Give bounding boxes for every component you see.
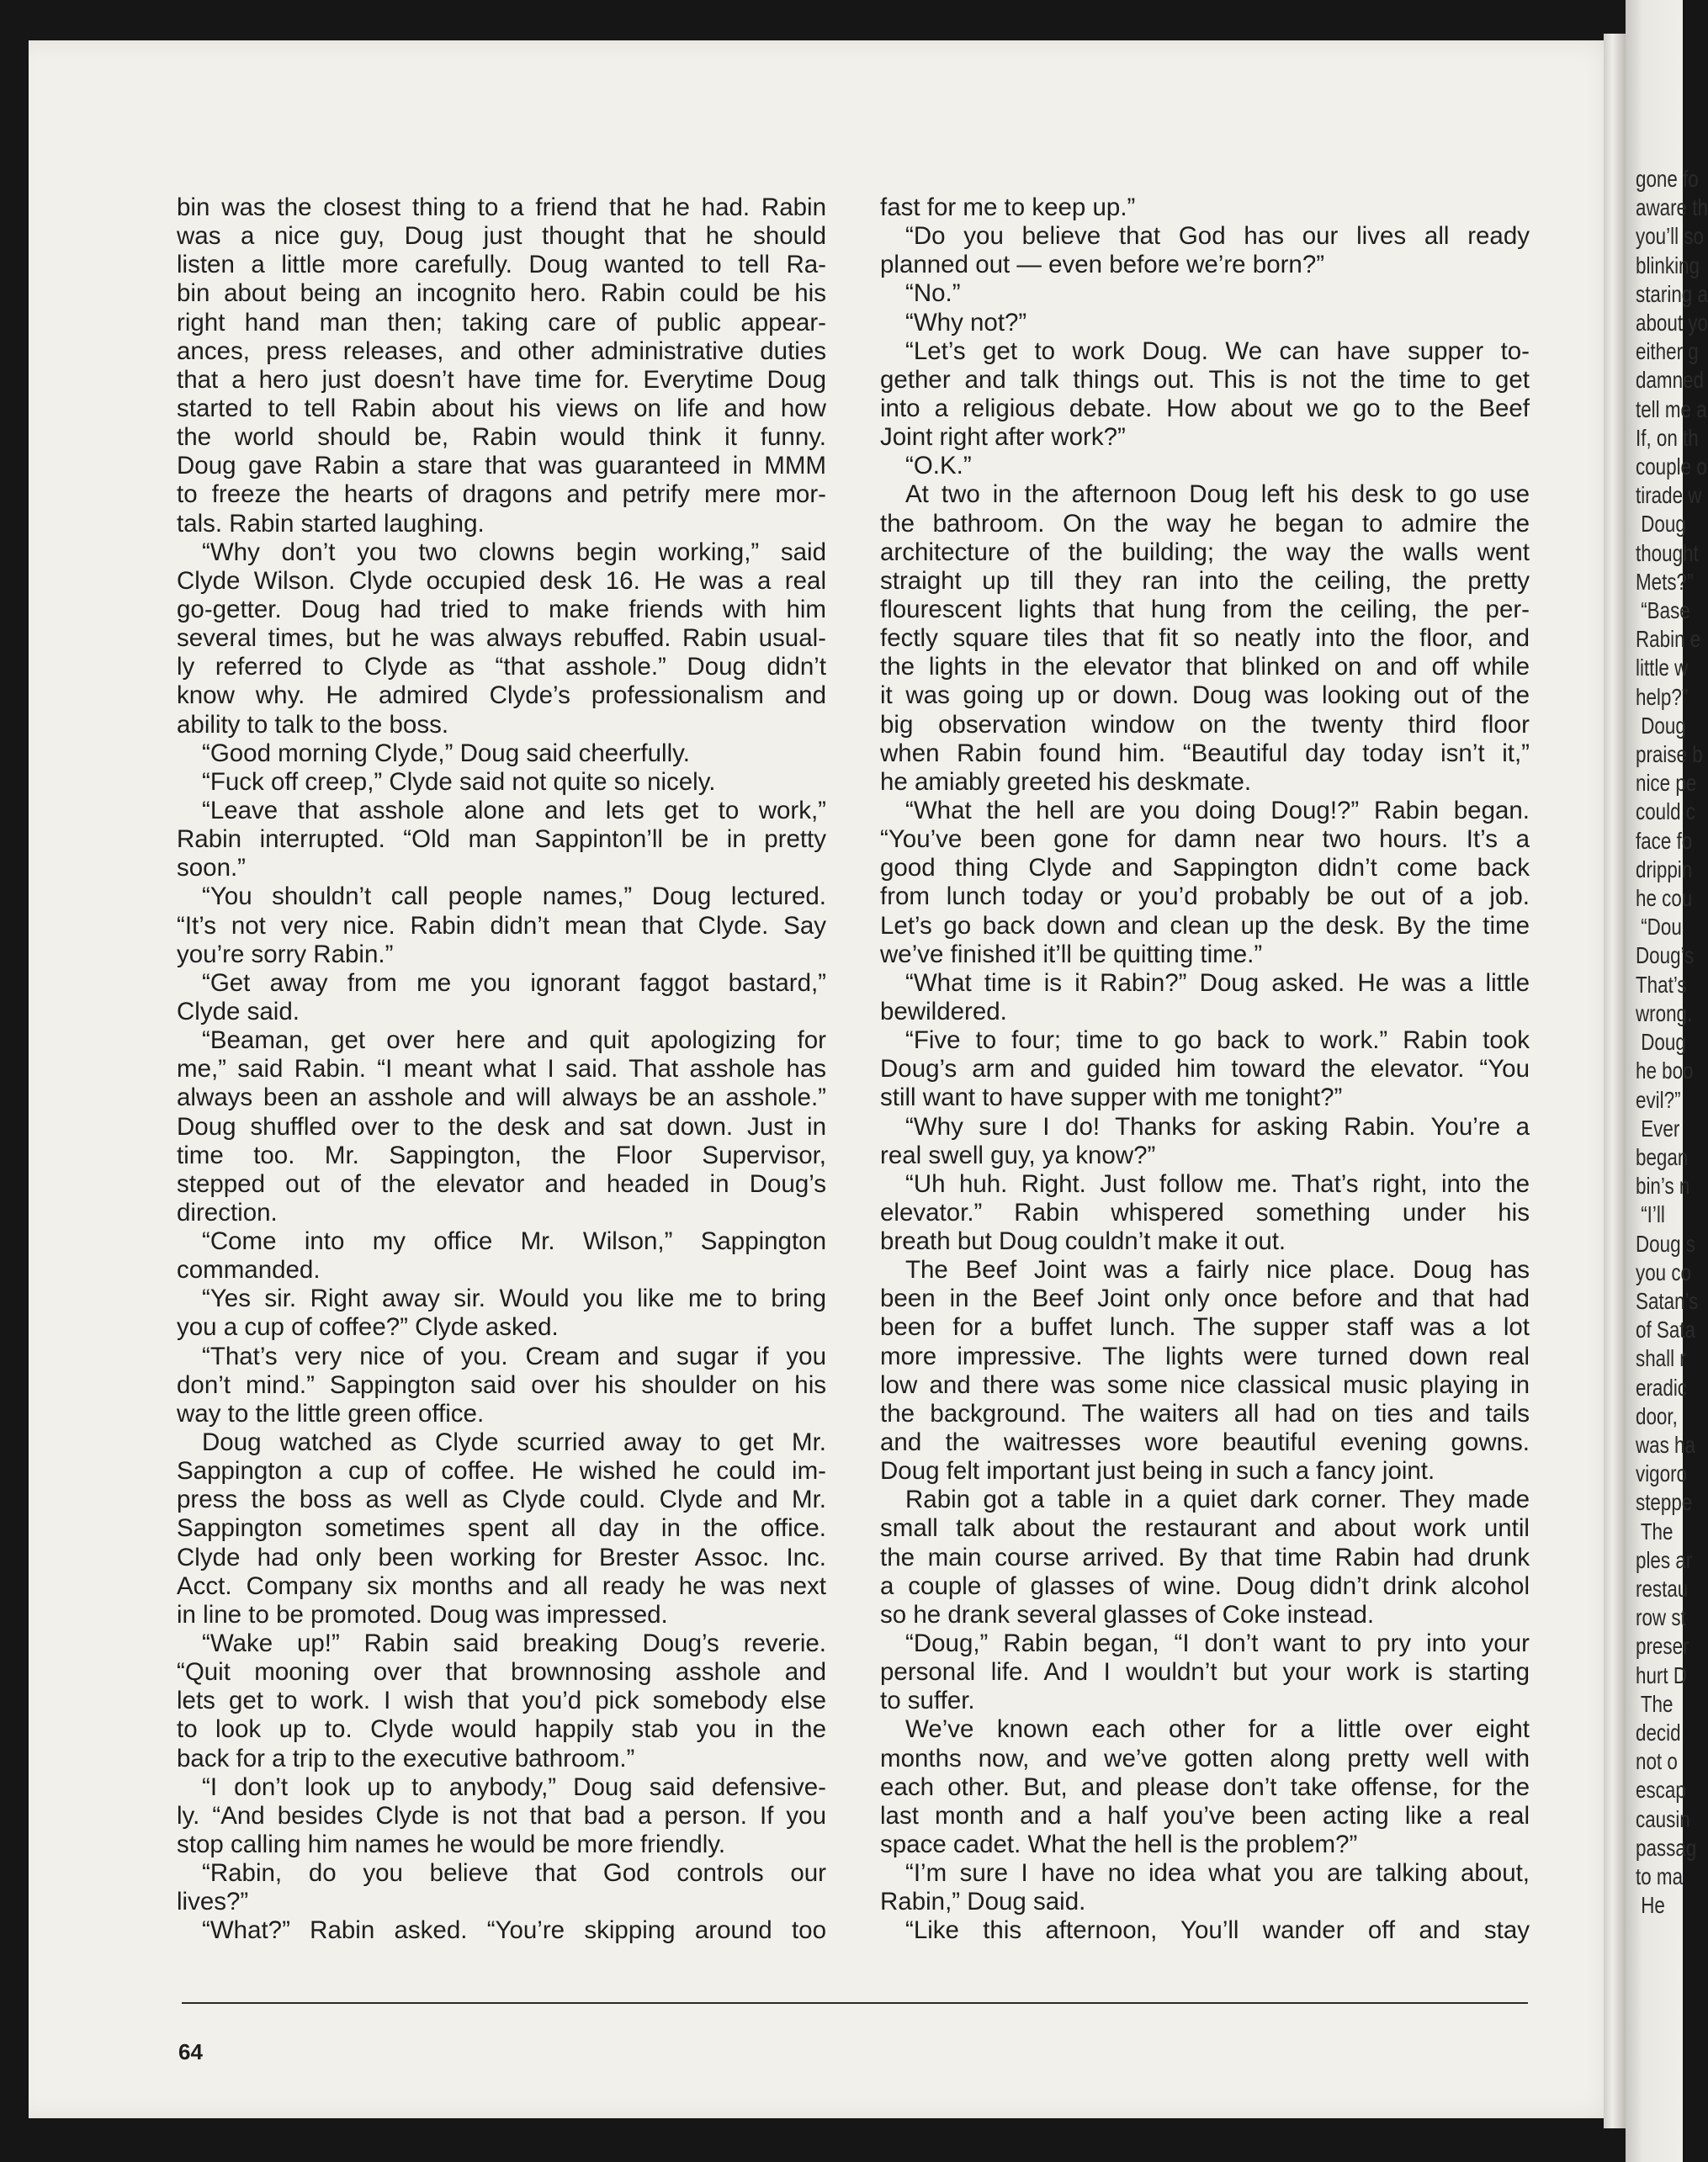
text-line: ability to talk to the boss. — [177, 710, 449, 739]
text-line: to look up to. Clyde would happily stab you in the — [177, 1715, 826, 1744]
text-column-left — [177, 193, 826, 1946]
text-line: “I’m sure I have no idea what you are talking about, — [905, 1859, 1530, 1888]
fragment-line: began — [1636, 1143, 1689, 1170]
fragment-line: vigoro — [1636, 1460, 1688, 1487]
text-line: bin about being an incognito hero. Rabin could be his — [177, 279, 826, 308]
text-line: lets get to work. I wish that you’d pick somebody else — [177, 1687, 826, 1715]
text-line: gether and talk things out. This is not the time to get — [880, 365, 1530, 394]
fragment-line: could c — [1636, 798, 1695, 825]
fragment-line: door, — [1636, 1402, 1678, 1429]
paragraph — [177, 193, 826, 538]
text-line: Doug watched as Clyde scurried away to get Mr. — [202, 1428, 826, 1457]
text-line: “You shouldn’t call people names,” Doug lectured. — [202, 882, 826, 911]
text-line: more impressive. The lights were turned down real — [880, 1342, 1530, 1370]
fragment-line: tell me a — [1636, 395, 1707, 422]
text-line: “What?” Rabin asked. “You’re skipping around too — [202, 1916, 826, 1945]
text-line: the background. The waiters all had on ties and tails — [880, 1399, 1530, 1428]
page-number: 64 — [178, 2039, 203, 2064]
text-line: “Get away from me you ignorant faggot bastard,” — [202, 968, 826, 997]
text-line: flourescent lights that hung from the ceiling, the per- — [880, 595, 1530, 623]
paragraph — [177, 797, 826, 882]
text-line: “Like this afternoon, You’ll wander off and stay — [905, 1916, 1530, 1945]
fragment-line: ples ar — [1636, 1546, 1693, 1573]
text-line: The Beef Joint was a fairly nice place. Doug has — [905, 1256, 1530, 1285]
text-line: was a nice guy, Doug just thought that he should — [177, 222, 826, 251]
text-line: Sappington sometimes spent all day in the office. — [177, 1514, 826, 1543]
text-line: Doug gave Rabin a stare that was guaranteed in MMM — [177, 452, 826, 480]
paragraph — [880, 279, 1530, 308]
text-line: the lights in the elevator that blinked on and off while — [880, 653, 1530, 681]
paragraph — [880, 797, 1530, 969]
text-line: Clyde had only been working for Brester Assoc. Inc. — [177, 1543, 826, 1571]
text-line: he amiably greeted his deskmate. — [880, 767, 1252, 796]
text-line: “What time is it Rabin?” Doug asked. He was a little — [905, 968, 1530, 997]
fragment-line: was ha — [1636, 1431, 1695, 1458]
fragment-line: Doug — [1636, 1029, 1686, 1056]
fragment-line: help?” — [1636, 683, 1689, 710]
fragment-line: He — [1636, 1892, 1665, 1919]
paragraph — [177, 1428, 826, 1629]
text-line: a couple of glasses of wine. Doug didn’t drink alcohol — [880, 1571, 1530, 1600]
text-line: “Come into my office Mr. Wilson,” Sappington — [202, 1227, 826, 1256]
page-gutter — [1604, 34, 1626, 2128]
text-line: “Good morning Clyde,” Doug said cheerfully. — [202, 739, 690, 767]
text-line: that a hero just doesn’t have time for. Everytime Doug — [177, 365, 826, 394]
fragment-line: That’s — [1636, 971, 1687, 998]
paragraph — [880, 1629, 1530, 1715]
text-line: “I don’t look up to anybody,” Doug said defensive- — [202, 1773, 826, 1801]
fragment-line: Ever — [1636, 1115, 1680, 1142]
text-line: Joint right after work?” — [880, 423, 1126, 452]
text-line: Clyde said. — [177, 997, 300, 1025]
fragment-line: wrong. — [1636, 999, 1693, 1026]
fragment-line: couple o — [1636, 453, 1707, 480]
text-line: Doug felt important just being in such a fancy joint. — [880, 1457, 1435, 1486]
text-line: months now, and we’ve gotten along pretty well with — [880, 1744, 1530, 1773]
text-line: stop calling him names he would be more friendly. — [177, 1831, 726, 1859]
fragment-line: Doug — [1636, 712, 1686, 739]
text-line: At two in the afternoon Doug left his desk to go use — [905, 480, 1530, 509]
text-line: “O.K.” — [905, 452, 972, 480]
text-line: last month and a half you’ve been acting like a real — [880, 1801, 1530, 1830]
paragraph — [177, 538, 826, 739]
text-line: straight up till they ran into the ceiling, the pretty — [880, 566, 1530, 595]
fragment-line: you co — [1636, 1259, 1691, 1285]
text-line: each other. But, and please don’t take offense, for the — [880, 1773, 1530, 1801]
adjacent-page-text — [1636, 165, 1708, 1920]
fragment-line: eradic — [1636, 1374, 1688, 1401]
fragment-line: “Dou — [1636, 914, 1682, 941]
text-line: Sappington a cup of coffee. He wished he could im- — [177, 1457, 826, 1486]
fragment-line: causin — [1636, 1805, 1690, 1832]
text-line: fast for me to keep up.” — [880, 193, 1136, 221]
paragraph — [177, 1026, 826, 1227]
fragment-line: Satan’s — [1636, 1287, 1699, 1314]
text-line: press the boss as well as Clyde could. Clyde and Mr. — [177, 1486, 826, 1514]
text-line: started to tell Rabin about his views on life and how — [177, 394, 826, 422]
fragment-line: damned — [1636, 367, 1704, 394]
text-line: several times, but he was always rebuffed. Rabin usual- — [177, 624, 826, 653]
fragment-line: The — [1636, 1690, 1674, 1717]
text-line: Rabin,” Doug said. — [880, 1888, 1086, 1916]
fragment-line: Doug — [1636, 511, 1686, 538]
text-line: “Why don’t you two clowns begin working,” said — [202, 538, 826, 566]
paragraph — [880, 1256, 1530, 1486]
paragraph — [880, 222, 1530, 279]
fragment-line: about yo — [1636, 310, 1708, 336]
text-line: back for a trip to the executive bathroom.” — [177, 1744, 635, 1773]
fragment-line: thought — [1636, 539, 1699, 566]
text-line: right hand man then; taking care of public appear- — [177, 308, 826, 336]
fragment-line: If, on th — [1636, 424, 1699, 451]
fragment-line: Doug’s — [1636, 942, 1695, 969]
text-line: We’ve known each other for a little over eight — [905, 1715, 1530, 1744]
text-line: “It’s not very nice. Rabin didn’t mean that Clyde. Say — [177, 911, 826, 940]
fragment-line: to ma — [1636, 1863, 1684, 1889]
text-line: big observation window on the twenty third floor — [880, 710, 1530, 739]
text-line: “Rabin, do you believe that God controls our — [202, 1859, 826, 1888]
text-line: bewildered. — [880, 997, 1007, 1025]
text-line: from lunch today or you’d probably be out of a job. — [880, 882, 1530, 911]
text-line: small talk about the restaurant and about work until — [880, 1514, 1530, 1543]
text-line: lives?” — [177, 1888, 249, 1916]
paragraph — [880, 1026, 1530, 1112]
text-line: still want to have supper with me tonight?” — [880, 1084, 1343, 1112]
text-line: “Leave that asshole alone and lets get to work,” — [202, 796, 826, 824]
text-line: Rabin interrupted. “Old man Sappinton’ll be in pretty — [177, 825, 826, 854]
paragraph — [177, 1629, 826, 1773]
text-line: “Uh huh. Right. Just follow me. That’s right, into the — [905, 1169, 1530, 1198]
text-line: “You’ve been gone for damn near two hours. It’s a — [880, 825, 1530, 854]
fragment-line: face fo — [1636, 827, 1693, 854]
fragment-line: praise b — [1636, 741, 1703, 768]
text-line: the bathroom. On the way he began to admire the — [880, 509, 1530, 538]
text-line: low and there was some nice classical music playing in — [880, 1370, 1530, 1399]
text-column-right — [880, 193, 1530, 1946]
paragraph — [177, 1285, 826, 1342]
paragraph — [880, 1486, 1530, 1629]
paragraph — [177, 1859, 826, 1916]
fragment-line: preser — [1636, 1633, 1689, 1660]
text-line: always been an asshole and will always be an asshole.” — [177, 1084, 826, 1112]
paragraph — [880, 969, 1530, 1026]
text-line: “Why sure I do! Thanks for asking Rabin. You’re a — [905, 1112, 1530, 1141]
text-line: “No.” — [905, 279, 961, 308]
text-line: when Rabin found him. “Beautiful day today isn’t it,” — [880, 739, 1530, 767]
paragraph — [880, 1859, 1530, 1916]
paragraph — [880, 1916, 1530, 1945]
text-line: listen a little more carefully. Doug wanted to tell Ra- — [177, 251, 826, 279]
text-line: breath but Doug couldn’t make it out. — [880, 1227, 1286, 1256]
paragraph — [880, 1113, 1530, 1170]
fragment-line: either g — [1636, 338, 1699, 365]
paragraph — [880, 1715, 1530, 1859]
text-line: soon.” — [177, 854, 246, 882]
text-line: elevator.” Rabin whispered something under his — [880, 1198, 1530, 1227]
fragment-line: nice pe — [1636, 770, 1697, 797]
text-line: time too. Mr. Sappington, the Floor Supervisor, — [177, 1141, 826, 1169]
text-line: “Wake up!” Rabin said breaking Doug’s reverie. — [202, 1629, 826, 1658]
fragment-line: Doug s — [1636, 1230, 1695, 1257]
text-line: we’ve finished it’ll be quitting time.” — [880, 940, 1263, 968]
text-line: “Quit mooning over that brownnosing asshole and — [177, 1658, 826, 1687]
text-line: been for a buffet lunch. The supper staff was a lot — [880, 1313, 1530, 1342]
paragraph — [177, 969, 826, 1026]
fragment-line: he cou — [1636, 885, 1693, 912]
paragraph — [177, 1343, 826, 1428]
footer-rule — [182, 2002, 1528, 2004]
paragraph — [177, 1773, 826, 1859]
text-line: real swell guy, ya know?” — [880, 1141, 1156, 1169]
fragment-line: blinking — [1636, 252, 1700, 278]
fragment-line: staring a — [1636, 280, 1708, 307]
text-line: space cadet. What the hell is the problem?” — [880, 1831, 1358, 1859]
fragment-line: Rabin e — [1636, 626, 1701, 653]
text-line: the world should be, Rabin would think it funny. — [177, 423, 826, 452]
text-line: Doug’s arm and guided him toward the elevator. “You — [880, 1055, 1530, 1084]
fragment-line: hurt D — [1636, 1661, 1687, 1688]
paragraph — [880, 1170, 1530, 1256]
text-line: to suffer. — [880, 1687, 975, 1715]
paragraph — [177, 739, 826, 768]
fragment-line: escap — [1636, 1777, 1686, 1804]
paragraph — [177, 882, 826, 968]
text-line: don’t mind.” Sappington said over his shoulder on his — [177, 1370, 826, 1399]
fragment-line: not o — [1636, 1748, 1678, 1775]
text-line: direction. — [177, 1198, 278, 1227]
text-line: in line to be promoted. Doug was impressed. — [177, 1600, 668, 1629]
text-line: me,” said Rabin. “I meant what I said. That asshole has — [177, 1055, 826, 1084]
fragment-line: aware th — [1636, 194, 1708, 221]
text-line: Doug shuffled over to the desk and sat down. Just in — [177, 1112, 826, 1141]
text-line: “That’s very nice of you. Cream and sugar if you — [202, 1342, 826, 1370]
fragment-line: little w — [1636, 654, 1689, 681]
text-line: Clyde Wilson. Clyde occupied desk 16. He was a real — [177, 566, 826, 595]
text-line: and the waitresses wore beautiful evening gowns. — [880, 1428, 1530, 1457]
paragraph — [880, 193, 1530, 222]
paragraph — [177, 768, 826, 797]
text-line: tals. Rabin started laughing. — [177, 509, 485, 538]
text-line: been in the Beef Joint only once before and that had — [880, 1285, 1530, 1313]
fragment-line: row st — [1636, 1604, 1686, 1631]
text-line: ances, press releases, and other administrative duties — [177, 336, 826, 365]
text-line: “Let’s get to work Doug. We can have supper to- — [905, 336, 1530, 365]
text-line: ly referred to Clyde as “that asshole.” Doug didn’t — [177, 653, 826, 681]
paragraph — [880, 309, 1530, 337]
text-line: planned out — even before we’re born?” — [880, 251, 1325, 279]
text-line: into a religious debate. How about we go to the Beef — [880, 394, 1530, 422]
text-line: know why. He admired Clyde’s professionalism and — [177, 681, 826, 710]
text-line: the main course arrived. By that time Rabin had drunk — [880, 1543, 1530, 1571]
fragment-line: he boo — [1636, 1057, 1694, 1084]
fragment-line: steppe — [1636, 1489, 1693, 1516]
paragraph — [880, 337, 1530, 453]
text-line: Rabin got a table in a quiet dark corner. They made — [905, 1486, 1530, 1514]
text-line: “Five to four; time to go back to work.” Rabin took — [905, 1026, 1530, 1055]
text-line: good thing Clyde and Sappington didn’t come back — [880, 854, 1530, 882]
fragment-line: decid — [1636, 1719, 1681, 1746]
fragment-line: evil?” — [1636, 1086, 1681, 1113]
fragment-line: gone fo — [1636, 166, 1699, 192]
text-line: commanded. — [177, 1256, 321, 1285]
text-line: you a cup of coffee?” Clyde asked. — [177, 1313, 559, 1342]
text-line: fectly square tiles that fit so neatly into the floor, and — [880, 624, 1530, 653]
fragment-line: shall r — [1636, 1345, 1686, 1372]
fragment-line: of Sata — [1636, 1317, 1695, 1343]
text-line: “Fuck off creep,” Clyde said not quite so nicely. — [202, 767, 716, 796]
text-line: way to the little green office. — [177, 1399, 485, 1428]
text-line: “Why not?” — [905, 308, 1027, 336]
adjacent-page-edge — [1626, 0, 1708, 2162]
text-line: you’re sorry Rabin.” — [177, 940, 394, 968]
fragment-line: passag — [1636, 1834, 1697, 1861]
fragment-line: “Base — [1636, 597, 1690, 624]
text-line: “Do you believe that God has our lives all ready — [905, 222, 1530, 251]
text-line: “Yes sir. Right away sir. Would you like me to bring — [202, 1285, 826, 1313]
fragment-line: tirade w — [1636, 482, 1702, 509]
text-line: architecture of the building; the way the walls went — [880, 538, 1530, 566]
fragment-line: bin’s n — [1636, 1173, 1690, 1200]
text-line: Acct. Company six months and all ready he was next — [177, 1571, 826, 1600]
text-line: “What the hell are you doing Doug!?” Rabin began. — [905, 796, 1530, 824]
fragment-line: drippin — [1636, 856, 1693, 882]
text-line: “Beaman, get over here and quit apologizing for — [202, 1026, 826, 1055]
fragment-line: restau — [1636, 1575, 1689, 1602]
paragraph — [177, 1916, 826, 1945]
text-line: Let’s go back down and clean up the desk. By the time — [880, 911, 1530, 940]
fragment-line: “I’ll — [1636, 1201, 1665, 1228]
paragraph — [177, 1227, 826, 1285]
fragment-line: The — [1636, 1518, 1674, 1545]
paragraph — [880, 480, 1530, 797]
text-line: go-getter. Doug had tried to make friends with him — [177, 595, 826, 623]
text-line: stepped out of the elevator and headed in Doug’s — [177, 1169, 826, 1198]
text-line: ly. “And besides Clyde is not that bad a person. If you — [177, 1801, 826, 1830]
text-line: it was going up or down. Doug was looking out of the — [880, 681, 1530, 710]
fragment-line: you’ll so — [1636, 223, 1704, 250]
text-line: “Doug,” Rabin began, “I don’t want to pry into your — [905, 1629, 1530, 1658]
paragraph — [880, 452, 1530, 480]
fragment-line: Mets?” — [1636, 568, 1694, 595]
text-line: so he drank several glasses of Coke instead. — [880, 1600, 1375, 1629]
text-line: bin was the closest thing to a friend that he had. Rabin — [177, 193, 826, 221]
text-line: to freeze the hearts of dragons and petrify mere mor- — [177, 480, 826, 509]
text-line: personal life. And I wouldn’t but your work is starting — [880, 1658, 1530, 1687]
